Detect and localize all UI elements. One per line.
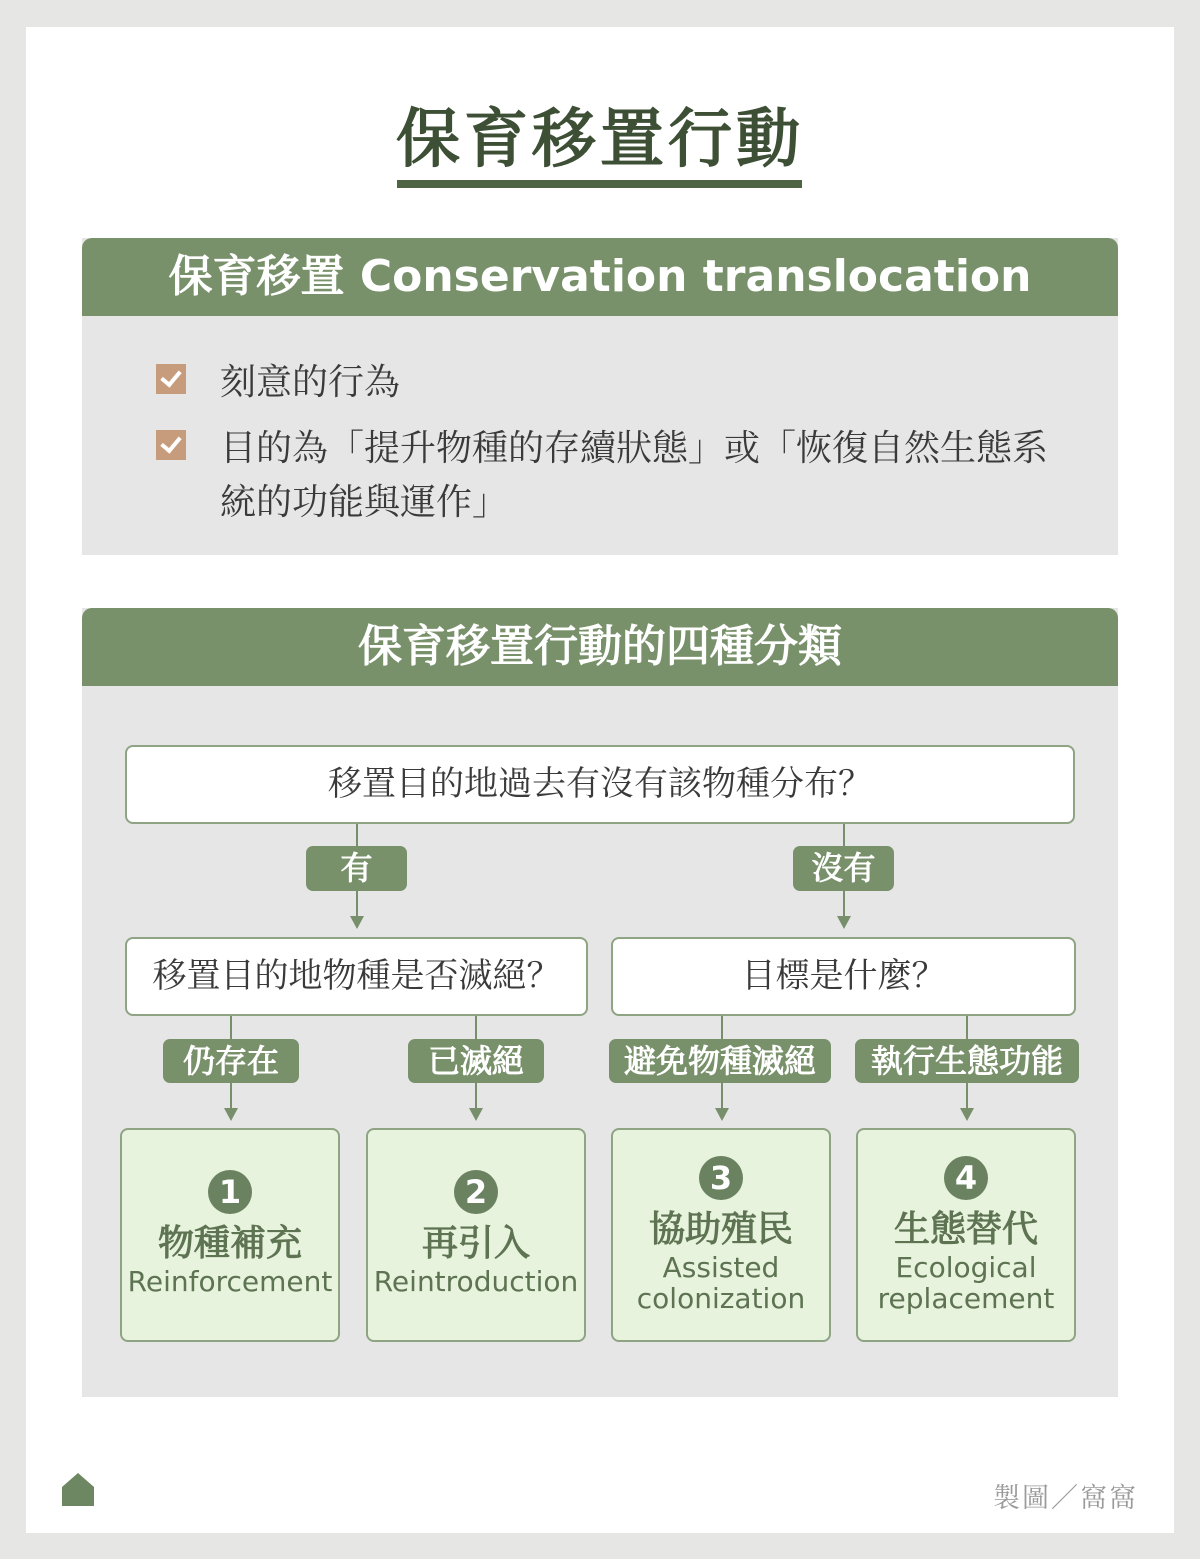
number-badge: 2 bbox=[454, 1170, 498, 1214]
definition-item-text: 目的為「提升物種的存續狀態」或「恢復自然生態系統的功能與運作」 bbox=[220, 428, 1049, 523]
definition-item bbox=[156, 356, 1080, 410]
leaf-label-ecological-function: 執行生態功能 bbox=[855, 1039, 1079, 1083]
result-reintroduction bbox=[366, 1128, 586, 1342]
branch-label-yes: 有 bbox=[306, 846, 407, 891]
definition-panel bbox=[82, 238, 1118, 555]
credit-text: 製圖／窩窩 bbox=[993, 1483, 1138, 1514]
page-title: 保育移置行動 bbox=[396, 103, 804, 177]
house-icon bbox=[62, 1473, 94, 1506]
leaf-label-still-exists: 仍存在 bbox=[163, 1039, 299, 1083]
result-title-zh: 再引入 bbox=[421, 1223, 530, 1264]
checkbox-icon bbox=[156, 364, 186, 394]
result-title-en: Reintroduction bbox=[373, 1265, 579, 1298]
result-reinforcement bbox=[120, 1128, 340, 1342]
title-underline bbox=[397, 180, 802, 188]
result-title-zh: 生態替代 bbox=[893, 1209, 1038, 1250]
arrow-down-icon bbox=[837, 916, 851, 929]
result-ecological-replacement bbox=[856, 1128, 1076, 1342]
result-title-en: Assisted colonization bbox=[636, 1251, 806, 1315]
result-title-en: Reinforcement bbox=[127, 1265, 333, 1298]
number-badge: 3 bbox=[699, 1156, 743, 1200]
definition-header: 保育移置 Conservation translocation bbox=[82, 238, 1118, 316]
number-badge: 1 bbox=[208, 1170, 252, 1214]
question-goal: 目標是什麼？ bbox=[611, 937, 1076, 1016]
categories-header: 保育移置行動的四種分類 bbox=[82, 608, 1118, 686]
number-badge: 4 bbox=[944, 1156, 988, 1200]
arrow-down-icon bbox=[715, 1108, 729, 1121]
result-title-zh: 物種補充 bbox=[157, 1223, 302, 1264]
arrow-down-icon bbox=[224, 1108, 238, 1121]
question-extinct: 移置目的地物種是否滅絕？ bbox=[125, 937, 588, 1016]
result-title-zh: 協助殖民 bbox=[648, 1209, 793, 1250]
arrow-down-icon bbox=[350, 916, 364, 929]
question-past-distribution: 移置目的地過去有沒有該物種分布？ bbox=[125, 745, 1075, 824]
leaf-label-extinct: 已滅絕 bbox=[408, 1039, 544, 1083]
definition-item-text: 刻意的行為 bbox=[220, 362, 401, 403]
checkbox-icon bbox=[156, 430, 186, 460]
result-assisted-colonization bbox=[611, 1128, 831, 1342]
branch-label-no: 沒有 bbox=[793, 846, 894, 891]
arrow-down-icon bbox=[960, 1108, 974, 1121]
arrow-down-icon bbox=[469, 1108, 483, 1121]
definition-item bbox=[156, 422, 1080, 530]
leaf-label-avoid-extinction: 避免物種滅絕 bbox=[609, 1039, 831, 1083]
result-title-en: Ecological replacement bbox=[877, 1251, 1055, 1315]
